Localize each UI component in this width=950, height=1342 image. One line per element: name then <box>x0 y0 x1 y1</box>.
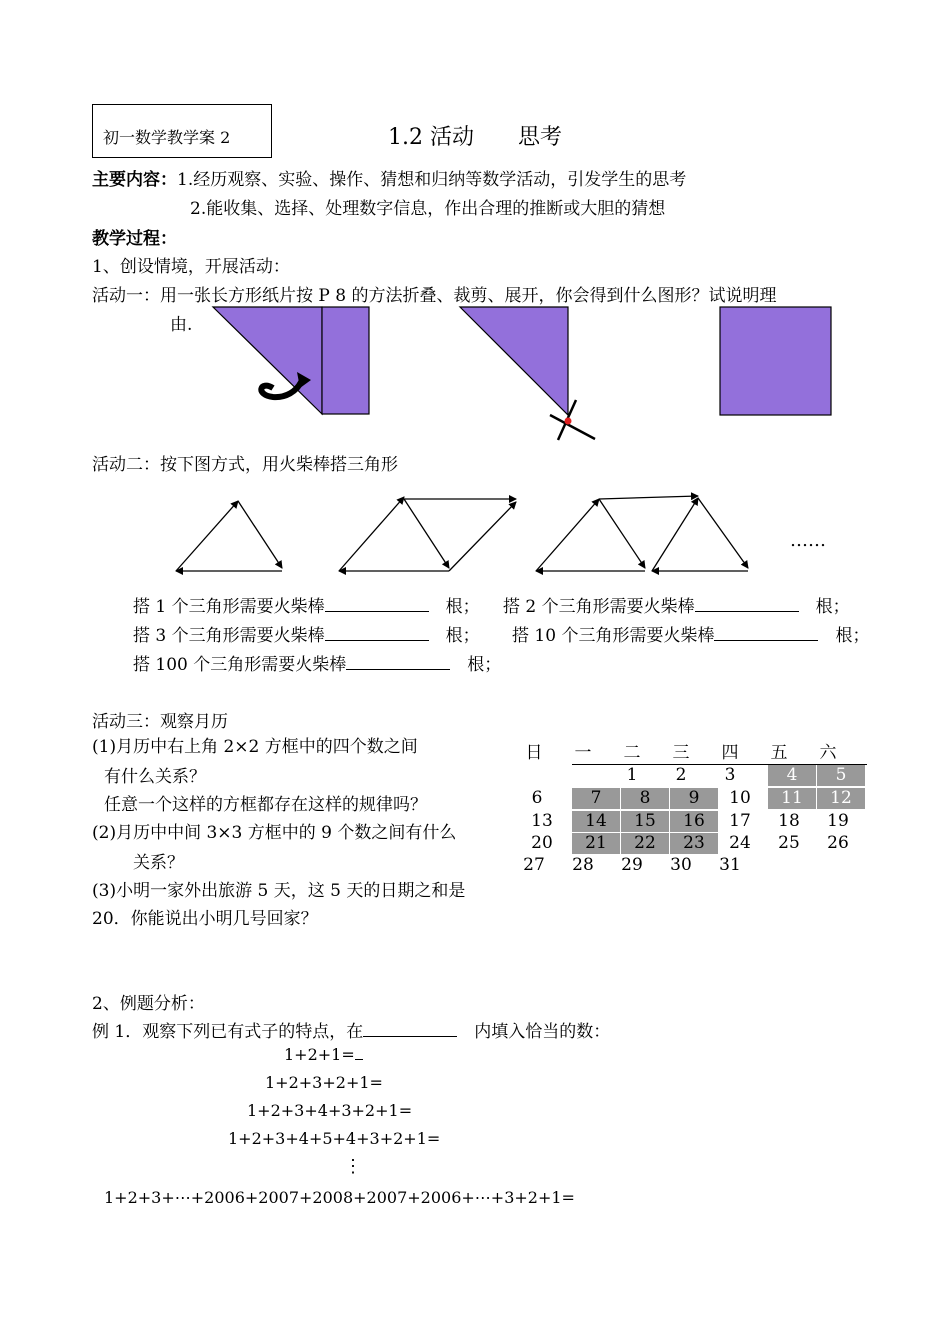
equation-1 <box>284 1045 363 1064</box>
ellipsis: …… <box>790 530 826 551</box>
page-title: 1.2 活动 思考 <box>388 125 562 150</box>
activity3-question1-followup: 任意一个这样的方框都存在这样的规律吗？ <box>104 795 427 815</box>
question-2-triangles <box>503 592 850 617</box>
activity1-text: 活动一：用一张长方形纸片按 P 8 的方法折叠、裁剪、展开，你会得到什么图形？试说明理 <box>92 286 777 306</box>
answer-blank-10[interactable] <box>714 624 818 641</box>
equation-3: 1+2+3+4+3+2+1= <box>247 1101 413 1120</box>
calendar-day-highlighted: 16 <box>670 811 718 832</box>
activity1-text-cont: 由. <box>170 315 193 335</box>
calendar-day: 19 <box>827 811 849 831</box>
answer-blank-2[interactable] <box>695 595 799 612</box>
weekday-fri: 五 <box>770 743 788 763</box>
equation-4: 1+2+3+4+5+4+3+2+1= <box>228 1129 441 1148</box>
main-content-item1: 1.经历观察、实验、操作、猜想和归纳等数学活动，引发学生的思考 <box>177 170 687 190</box>
calendar-day-highlighted: 8 <box>621 788 669 809</box>
calendar-day: 27 <box>523 855 545 875</box>
process-label: 教学过程： <box>92 229 177 249</box>
question-100-triangles <box>133 650 501 675</box>
calendar-day: 10 <box>729 788 751 808</box>
main-content-item2: 2.能收集、选择、处理数字信息，作出合理的推断或大胆的猜想 <box>190 199 666 219</box>
weekday-wed: 三 <box>672 743 690 763</box>
calendar-day: 31 <box>719 855 741 875</box>
question-3-text: 搭 3 个三角形需要火柴棒 <box>133 626 325 646</box>
question-10-text: 搭 10 个三角形需要火柴棒 <box>512 626 715 646</box>
unit-10: 根； <box>835 626 870 646</box>
activity3-question3: (3)小明一家外出旅游 5 天，这 5 天的日期之和是 <box>92 881 466 901</box>
activity3-question1-cont: 有什么关系？ <box>104 767 206 787</box>
calendar-day: 3 <box>724 765 736 785</box>
example1-blank[interactable] <box>363 1020 457 1037</box>
calendar-day-highlighted: 22 <box>621 833 669 854</box>
activity3-question3-cont: 20．你能说出小明几号回家？ <box>92 909 318 929</box>
calendar-day-highlighted: 14 <box>572 811 620 832</box>
calendar-day-highlighted: 4 <box>768 765 816 786</box>
unit-100: 根； <box>467 655 502 675</box>
answer-blank-1[interactable] <box>325 595 429 612</box>
unit-1: 根； <box>445 597 480 617</box>
calendar <box>508 743 873 883</box>
calendar-day-highlighted: 5 <box>817 765 865 786</box>
activity3-question1: (1)月历中右上角 2×2 方框中的四个数之间 <box>92 737 418 757</box>
calendar-day: 20 <box>531 833 553 853</box>
example1-prefix: 例 1．观察下列已有式子的特点，在 <box>92 1022 364 1042</box>
calendar-day-highlighted: 11 <box>768 788 816 809</box>
lesson-label: 初一数学教学案 2 <box>103 128 231 147</box>
unit-2: 根； <box>815 597 850 617</box>
equation-long: 1+2+3+⋯+2006+2007+2008+2007+2006+⋯+3+2+1= <box>104 1188 575 1207</box>
calendar-day: 13 <box>531 811 553 831</box>
calendar-day: 26 <box>827 833 849 853</box>
activity2-text: 活动二：按下图方式，用火柴棒搭三角形 <box>92 455 398 475</box>
question-3-triangles <box>133 621 480 646</box>
equation-1-blank[interactable] <box>355 1045 363 1060</box>
matchstick-triangles-figure <box>0 0 950 600</box>
weekday-sat: 六 <box>819 743 837 763</box>
unit-3: 根； <box>445 626 480 646</box>
main-content-label: 主要内容： <box>92 170 177 190</box>
question-100-text: 搭 100 个三角形需要火柴棒 <box>133 655 347 675</box>
calendar-day: 6 <box>531 788 543 808</box>
answer-blank-3[interactable] <box>325 624 429 641</box>
calendar-day: 25 <box>778 833 800 853</box>
weekday-tue: 二 <box>623 743 641 763</box>
equation-1-text: 1+2+1= <box>284 1045 355 1064</box>
calendar-day: 1 <box>626 765 638 785</box>
calendar-day: 29 <box>621 855 643 875</box>
calendar-day-highlighted: 9 <box>670 788 718 809</box>
calendar-day-highlighted: 21 <box>572 833 620 854</box>
calendar-day: 24 <box>729 833 751 853</box>
example1-suffix: 内填入恰当的数： <box>474 1022 611 1042</box>
calendar-day: 30 <box>670 855 692 875</box>
question-1-text: 搭 1 个三角形需要火柴棒 <box>133 597 325 617</box>
activity3-question2: (2)月历中中间 3×3 方框中的 9 个数之间有什么 <box>92 823 457 843</box>
calendar-day: 17 <box>729 811 751 831</box>
question-1-triangle <box>133 592 480 617</box>
calendar-day: 28 <box>572 855 594 875</box>
activity3-text: 活动三：观察月历 <box>92 712 228 732</box>
vertical-ellipsis: ⋮ <box>344 1156 362 1177</box>
weekday-thu: 四 <box>721 743 739 763</box>
calendar-day: 18 <box>778 811 800 831</box>
calendar-day-highlighted: 7 <box>572 788 620 809</box>
question-10-triangles <box>512 621 869 646</box>
example1-prompt <box>92 1017 610 1042</box>
question-2-text: 搭 2 个三角形需要火柴棒 <box>503 597 695 617</box>
calendar-day-highlighted: 23 <box>670 833 718 854</box>
weekday-mon: 一 <box>574 743 592 763</box>
calendar-day-highlighted: 12 <box>817 788 865 809</box>
section2-heading: 2、例题分析： <box>92 994 205 1014</box>
calendar-day: 2 <box>675 765 687 785</box>
answer-blank-100[interactable] <box>346 653 450 670</box>
section1-heading: 1、创设情境，开展活动： <box>92 257 290 277</box>
activity3-question2-cont: 关系？ <box>133 853 184 873</box>
weekday-sun: 日 <box>525 743 543 763</box>
equation-2: 1+2+3+2+1= <box>265 1073 383 1092</box>
calendar-day-highlighted: 15 <box>621 811 669 832</box>
